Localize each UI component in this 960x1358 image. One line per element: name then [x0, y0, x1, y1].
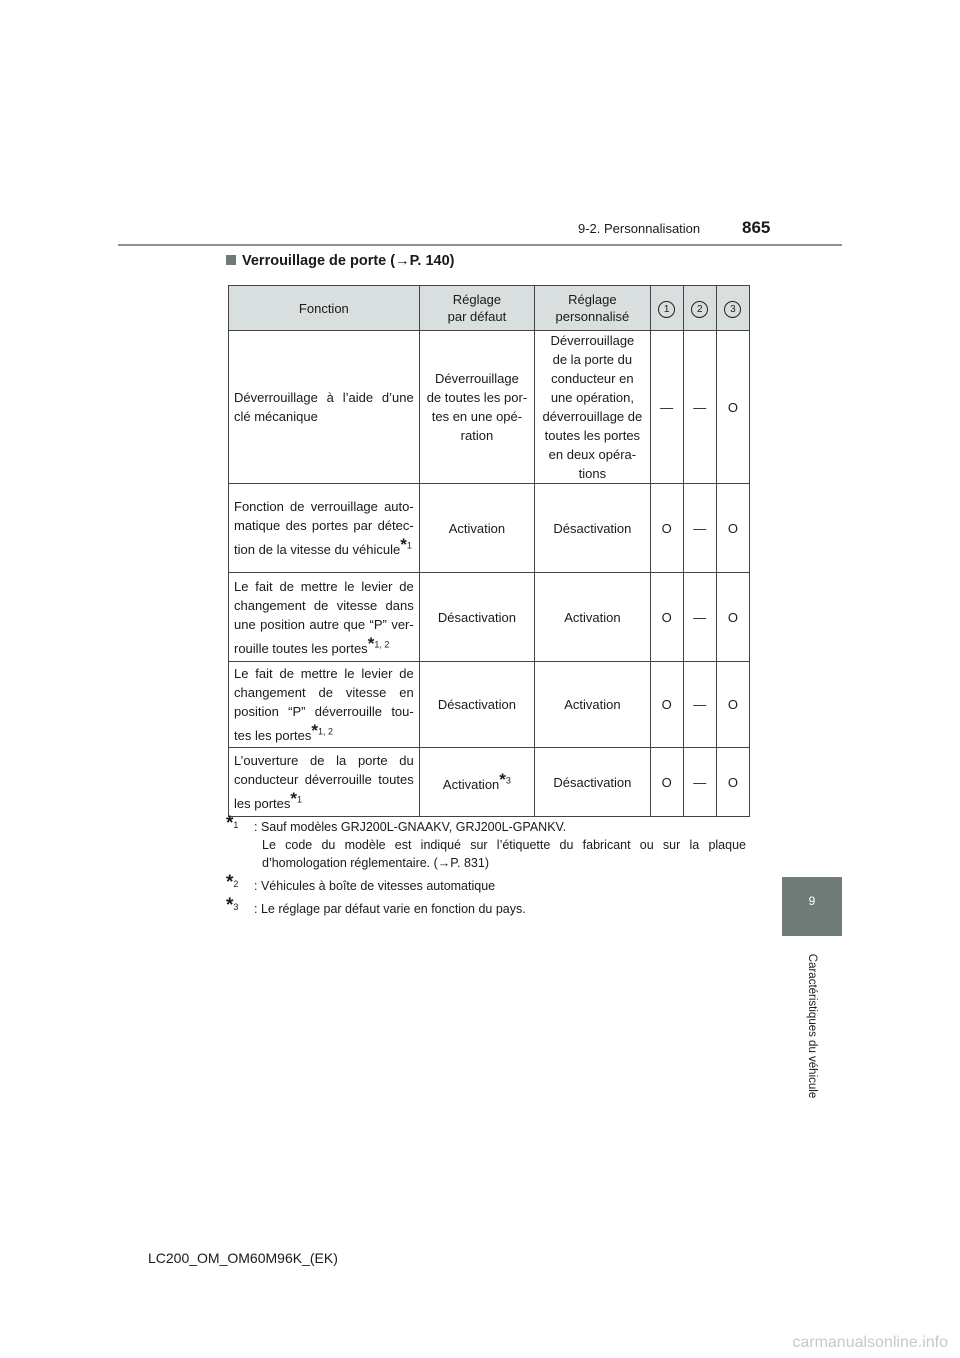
cell-c2: —: [683, 573, 716, 662]
chapter-label: Caractéristiques du véhicule: [806, 953, 818, 1099]
header-section: 9-2. Personnalisation: [578, 221, 701, 236]
cell-default: Activation*$^3$: [419, 748, 534, 817]
cell-c3: O: [716, 748, 749, 817]
asterisk-icon: *$^3$: [226, 895, 239, 916]
header-divider: [118, 244, 842, 246]
section-title: Verrouillage de porte (→P. 140): [226, 253, 454, 269]
cell-custom: Activation: [535, 662, 650, 748]
footnotes: [226, 813, 746, 923]
table-row: [229, 331, 750, 484]
footnote: *$^1$ : Sauf modèles GRJ200L-GNAAKV, GRJ200L-GPANKV. Le code du modèle est indiqué sur l’étiquette du fabricant ou sur la plaque d’homologation réglementaire. (→P. 831): [226, 813, 746, 870]
settings-table: [228, 285, 750, 817]
chapter-tab: 9: [782, 877, 842, 936]
cell-c3: O: [716, 573, 749, 662]
watermark: carmanualsonline.info: [792, 1334, 948, 1351]
circled-1-icon: 1: [658, 301, 675, 318]
table-row: [229, 748, 750, 817]
footnote: *$^2$ : Véhicules à boîte de vitesses automatique: [232, 877, 746, 895]
cell-c2: —: [683, 662, 716, 748]
cell-c2: —: [683, 484, 716, 573]
footer-code: LC200_OM_OM60M96K_(EK): [148, 1250, 338, 1266]
page-number: 865: [742, 218, 771, 237]
circled-3-icon: 3: [724, 301, 741, 318]
col-function: Fonction: [229, 286, 420, 331]
cell-function: L’ouverture de la porte du conducteur déverrouille toutes les portes*$^1$: [229, 748, 420, 817]
cell-c2: —: [683, 748, 716, 817]
footnote-ref: 1, 2: [374, 639, 390, 650]
cell-c3: O: [716, 331, 749, 484]
cell-c1: —: [650, 331, 683, 484]
cell-custom: Désactivation: [535, 748, 650, 817]
square-bullet-icon: [226, 255, 236, 265]
cell-function: Fonction de verrouillage auto-matique des portes par détec-tion de la vitesse du véhicule*$^1$: [229, 484, 420, 573]
cell-custom: Activation: [535, 573, 650, 662]
cell-c2: —: [683, 331, 716, 484]
cell-custom: Déverrouillage de la porte du conducteur en une opération, déverrouillage de toutes les portes en deux opéra- tions: [535, 331, 650, 484]
cell-default: Désactivation: [419, 573, 534, 662]
footnote: *$^3$ : Le réglage par défaut varie en fonction du pays.: [232, 900, 746, 918]
cell-default: Désactivation: [419, 662, 534, 748]
circled-2-icon: 2: [691, 301, 708, 318]
cell-default: Déverrouillage de toutes les por- tes en une opé- ration: [419, 331, 534, 484]
cell-c1: O: [650, 748, 683, 817]
table-row: [229, 573, 750, 662]
asterisk-icon: *$^2$: [226, 872, 239, 893]
footnote-ref: 1: [297, 794, 303, 805]
footnote-ref: 3: [505, 775, 511, 786]
footnote-ref: 1, 2: [317, 726, 333, 737]
cell-c1: O: [650, 484, 683, 573]
cell-c3: O: [716, 662, 749, 748]
cell-default: Activation: [419, 484, 534, 573]
cell-c1: O: [650, 662, 683, 748]
col-default: Réglage par défaut: [419, 286, 534, 331]
table-row: [229, 662, 750, 748]
asterisk-icon: *$^1$: [226, 813, 239, 834]
footnote-ref: 1: [406, 540, 412, 551]
cell-function: Déverrouillage à l’aide d’une clé mécanique: [229, 331, 420, 484]
cell-custom: Désactivation: [535, 484, 650, 573]
cell-function: Le fait de mettre le levier de changement de vitesse dans une position autre que “P” ver-rouille toutes les portes*$^{1, 2}$: [229, 573, 420, 662]
table-header-row: [229, 286, 750, 331]
cell-function: Le fait de mettre le levier de changement de vitesse en position “P” déverrouille tou-tes les portes*$^{1, 2}$: [229, 662, 420, 748]
cell-c1: O: [650, 573, 683, 662]
cell-c3: O: [716, 484, 749, 573]
col-custom: Réglage personnalisé: [535, 286, 650, 331]
table-row: [229, 484, 750, 573]
